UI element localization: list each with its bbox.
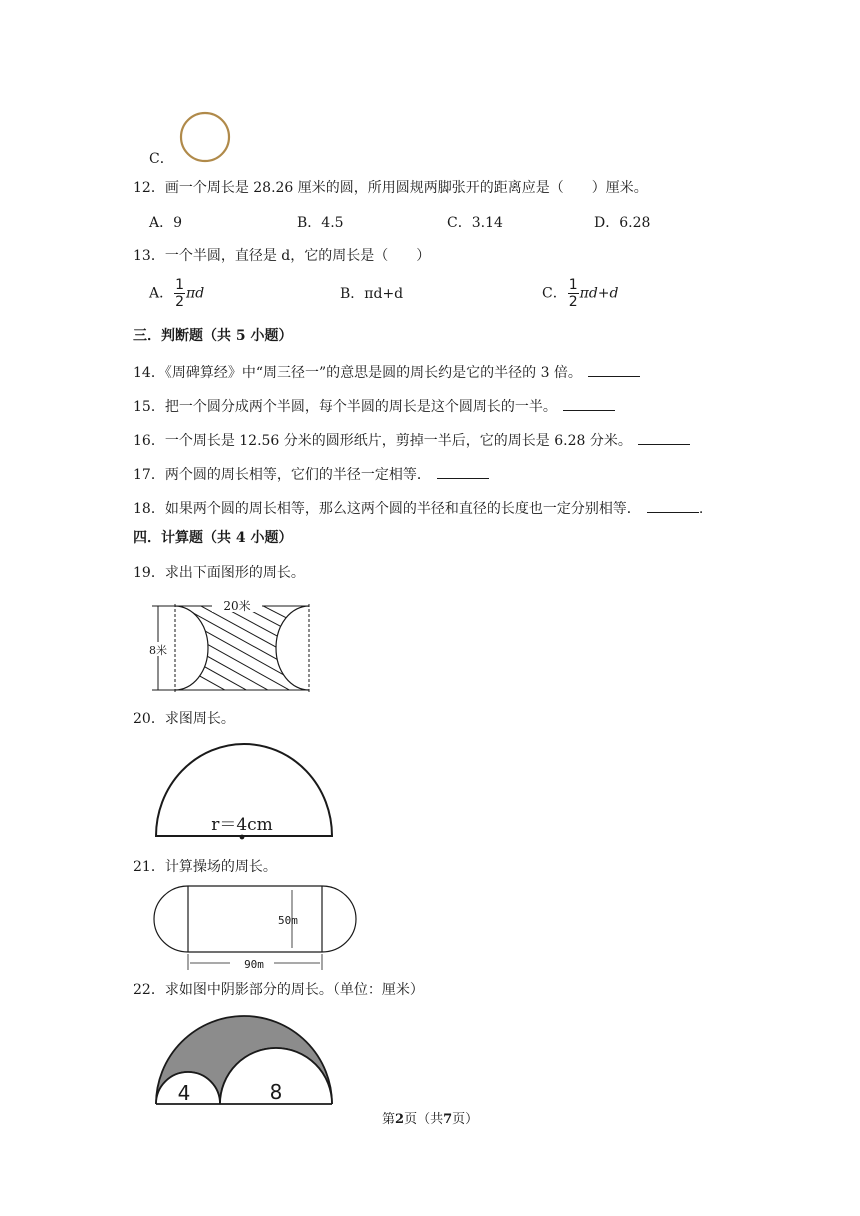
question-17 xyxy=(133,466,489,482)
question-18 xyxy=(133,500,703,516)
question-16 xyxy=(133,432,690,448)
q22-large-label: 8 xyxy=(269,1080,283,1104)
option-a-expression: πd xyxy=(186,285,205,302)
footer-total-pages: 7 xyxy=(443,1112,453,1127)
question-17-text: 17．两个圆的周长相等，它们的半径一定相等． xyxy=(133,467,431,483)
fraction-numerator: 1 xyxy=(175,277,185,293)
q21-height-label: 50m xyxy=(278,914,298,927)
question-13-option-a xyxy=(149,278,204,309)
page-footer xyxy=(382,1113,478,1126)
question-15 xyxy=(133,398,615,414)
fraction-numerator: 1 xyxy=(568,277,578,293)
question-20-figure xyxy=(150,738,338,842)
fraction-denominator: 2 xyxy=(175,294,185,310)
question-21-stem: 21．计算操场的周长。 xyxy=(133,859,277,875)
question-14 xyxy=(133,364,640,380)
question-21-figure xyxy=(150,882,364,972)
answer-blank xyxy=(563,398,615,411)
option-c-label: C． xyxy=(542,285,567,302)
answer-blank xyxy=(437,466,489,479)
question-20-stem: 20．求图周长。 xyxy=(133,711,235,727)
option-a-label: A． xyxy=(149,285,174,302)
question-12-option-b: B．4.5 xyxy=(297,215,344,231)
question-13-option-b: B．πd+d xyxy=(340,286,404,302)
fraction-one-half xyxy=(174,278,185,309)
fraction-one-half xyxy=(568,278,579,309)
q19-height-label: 8米 xyxy=(149,644,167,657)
question-16-text: 16．一个周长是 12.56 分米的圆形纸片，剪掉一半后，它的周长是 6.28 分米。 xyxy=(133,433,632,449)
question-12-option-a: A．9 xyxy=(149,215,183,231)
footer-mid: 页（共 xyxy=(404,1112,444,1127)
footer-page-number: 2 xyxy=(395,1112,405,1127)
question-15-text: 15．把一个圆分成两个半圆，每个半圆的周长是这个圆周长的一半。 xyxy=(133,399,557,415)
question-19-stem: 19．求出下面图形的周长。 xyxy=(133,565,305,581)
answer-blank xyxy=(588,364,640,377)
question-13-stem: 13．一个半圆，直径是 d，它的周长是（ ） xyxy=(133,248,431,264)
question-12-stem: 12．画一个周长是 28.26 厘米的圆，所用圆规两脚张开的距离应是（ ）厘米。 xyxy=(133,180,648,196)
question-12-option-d: D．6.28 xyxy=(594,215,651,231)
question-19-figure xyxy=(148,598,318,694)
question-22-figure xyxy=(152,1010,342,1108)
answer-blank xyxy=(647,500,699,513)
question-13-option-c xyxy=(542,278,619,309)
question-22-stem: 22．求如图中阴影部分的周长。（单位：厘米） xyxy=(133,982,424,998)
q22-small-label: 4 xyxy=(177,1081,191,1105)
q21-length-label: 90m xyxy=(244,958,264,971)
footer-suffix: 页） xyxy=(452,1112,479,1127)
footer-prefix: 第 xyxy=(382,1112,396,1127)
option-c-expression: πd+d xyxy=(579,285,619,302)
question-14-text: 14．《周碑算经》中“周三径一”的意思是圆的周长约是它的半径的 3 倍。 xyxy=(133,365,582,381)
section-4-heading: 四．计算题（共 4 小题） xyxy=(133,530,293,546)
answer-blank xyxy=(638,432,690,445)
question-18-text: 18．如果两个圆的周长相等，那么这两个圆的半径和直径的长度也一定分别相等． xyxy=(133,501,641,517)
section-3-heading: 三．判断题（共 5 小题） xyxy=(133,328,293,344)
q20-radius-label: r＝4cm xyxy=(211,815,273,835)
question-12-option-c: C．3.14 xyxy=(447,215,503,231)
q19-width-label: 20米 xyxy=(223,599,251,613)
q11-option-c-circle-image xyxy=(178,110,232,164)
question-18-period: . xyxy=(698,501,704,517)
q11-option-c-label: C． xyxy=(149,151,174,167)
fraction-denominator: 2 xyxy=(568,294,578,310)
